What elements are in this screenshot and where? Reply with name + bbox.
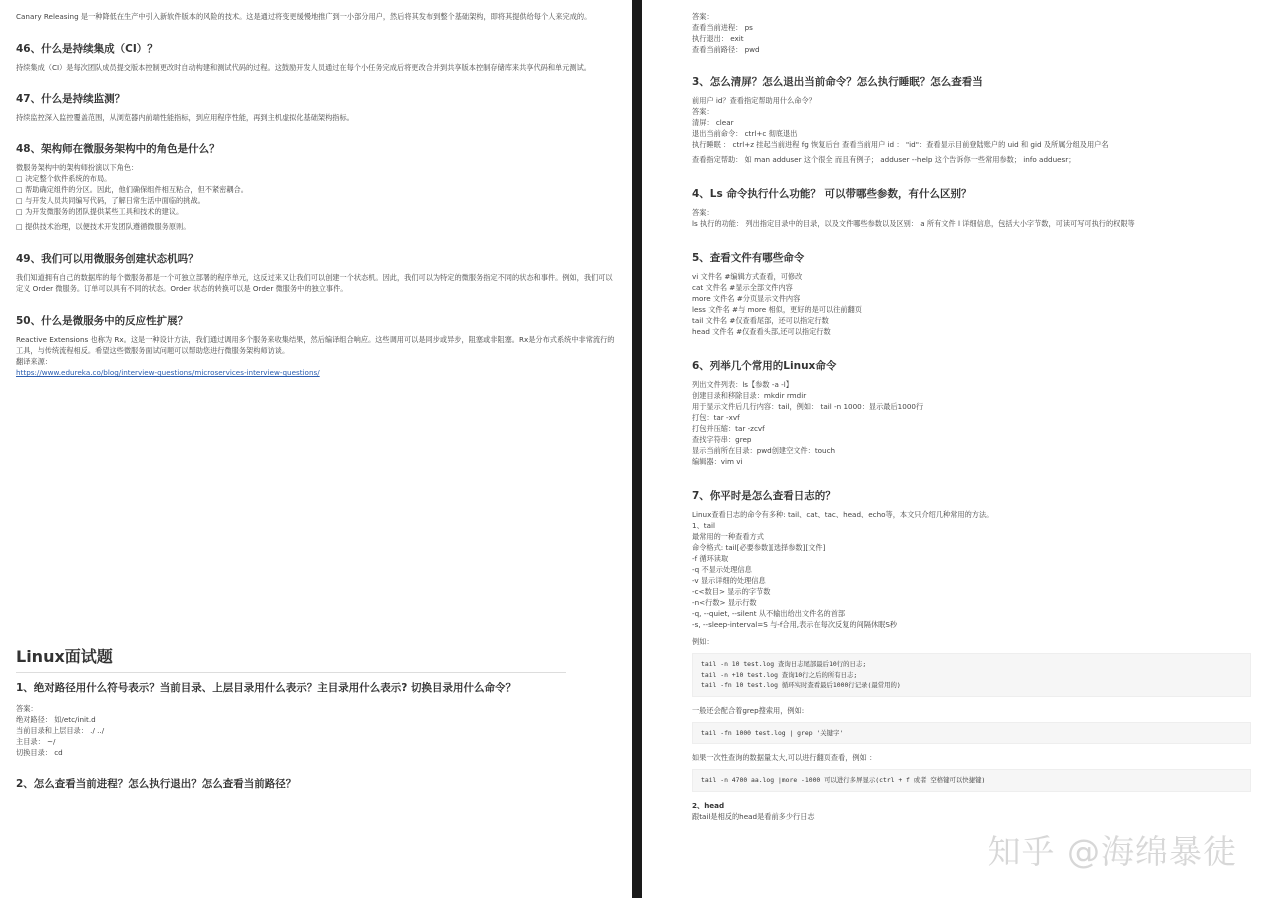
r7-heading: 7、你平时是怎么查看日志的？ <box>692 490 836 502</box>
q49-answer: 我们知道拥有自己的数据库的每个微服务都是一个可独立部署的程序单元，这反过来又让我们可以创建一个状态机。因此，我们可以为特定的微服务指定不同的状态和事件。例如，我们可以定义 Order 微服务。订单可以具有不同的状态。Order 状态的转换可以是 Order 微服务中的独立事件。 <box>16 273 613 293</box>
r5-line: less 文件名 #与 more 相似，更好的是可以往前翻页 <box>692 305 862 314</box>
r6-line: 创建目录和移除目录：mkdir rmdir <box>692 391 807 400</box>
l1-heading: 1、绝对路径用什么符号表示？当前目录、上层目录用什么表示？主目录用什么表示? 切换目录用什么命令？ <box>16 682 517 694</box>
r6-line: 打包：tar -xvf <box>692 413 740 422</box>
r2-line: 查看当前进程： ps <box>692 23 753 32</box>
l1-line: 主目录： ~/ <box>16 737 56 746</box>
q48-item: □ 帮助确定组件的分区。因此，他们确保组件相互粘合，但不紧密耦合。 <box>16 185 248 194</box>
r7-line: -n<行数> 显示行数 <box>692 598 757 607</box>
head-description: 跟tail是相反的head是看前多少行日志 <box>692 811 815 821</box>
r3-line: 执行睡眠 ： ctrl+z 挂起当前进程 fg 恢复后台 查看当前用户 id ： "id"：查看显示目前登陆账户的 uid 和 gid 及所属分组及用户名 <box>692 140 1109 149</box>
q50-answer: Reactive Extensions 也称为 Rx。这是一种设计方法，我们通过调用多个服务来收集结果，然后编译组合响应。这些调用可以是同步或异步，阻塞或非阻塞。Rx是分布式系统中非常流行的工具，与传统流程相反。希望这些微服务面试问题可以帮助您进行微服务架构师访谈。 <box>16 335 615 355</box>
r4-heading: 4、Ls 命令执行什么功能？ 可以带哪些参数，有什么区别？ <box>692 188 972 200</box>
r7-line: -q, --quiet, --silent 从不输出给出文件名的首部 <box>692 609 846 618</box>
r5-line: cat 文件名 #显示全部文件内容 <box>692 283 793 292</box>
r3-line: 前用户 id？查看指定帮助用什么命令？ <box>692 96 816 105</box>
left-page <box>0 0 632 898</box>
r5-line: more 文件名 #分页显示文件内容 <box>692 294 801 303</box>
r7-line: 命令格式: tail[必要参数][选择参数][文件] <box>692 543 826 552</box>
code-block-more <box>692 769 1251 792</box>
r6-line: 打包并压缩：tar -zcvf <box>692 424 765 433</box>
q50-heading: 50、什么是微服务中的反应性扩展？ <box>16 315 189 327</box>
r6-line: 查找字符串：grep <box>692 435 752 444</box>
l1-line: 答案： <box>16 704 38 713</box>
zhihu-watermark: 知乎 @海绵暴徒 <box>987 832 1237 871</box>
source-link[interactable]: https://www.edureka.co/blog/interview-questions/microservices-interview-questions/ <box>16 368 320 377</box>
r2-line: 查看当前路径： pwd <box>692 45 760 54</box>
q48-item: □ 为开发微服务的团队提供某些工具和技术的建议。 <box>16 207 184 216</box>
q47-heading: 47、什么是持续监测？ <box>16 93 126 105</box>
code-line: tail -fn 1000 test.log | grep '关键字' <box>701 728 844 737</box>
r7-line: -s, --sleep-interval=S 与-f合用,表示在每次反复的间隔休眠S秒 <box>692 620 898 629</box>
q48-item: □ 决定整个软件系统的布局。 <box>16 174 112 183</box>
r5-heading: 5、查看文件有哪些命令 <box>692 252 805 264</box>
title-divider <box>16 672 566 673</box>
r6-line: 列出文件列表：ls【参数 -a -l】 <box>692 380 793 389</box>
r3-line: 清屏： clear <box>692 118 734 127</box>
r2-line: 答案： <box>692 12 714 21</box>
page-divider <box>632 0 642 898</box>
r4-line: ls 执行的功能： 列出指定目录中的目录，以及文件哪些参数以及区别： a 所有文件 l 详细信息，包括大小字节数，可读可写可执行的权限等 <box>692 219 1135 228</box>
r7-line: -q 不显示处理信息 <box>692 565 752 574</box>
example-label: 例如： <box>692 637 714 646</box>
r5-line: vi 文件名 #编辑方式查看，可修改 <box>692 272 803 281</box>
r6-heading: 6、列举几个常用的Linux命令 <box>692 360 837 372</box>
code-block-grep <box>692 722 1251 745</box>
code-line: tail -n 4700 aa.log |more -1000 可以进行多屏显示(ctrl + f 或者 空格键可以快捷键) <box>701 776 986 784</box>
q49-heading: 49、我们可以用微服务创建状态机吗？ <box>16 253 199 265</box>
code-line: tail -n +10 test.log 查询10行之后的所有日志; <box>701 670 858 679</box>
q48-item: □ 与开发人员共同编写代码，了解日常生活中面临的挑战。 <box>16 196 205 205</box>
paging-label: 如果一次性查询的数据量太大,可以进行翻页查看，例如 ： <box>692 753 877 762</box>
q48-intro: 微服务架构中的架构师扮演以下角色： <box>16 163 139 172</box>
r7-line: -f 循环读取 <box>692 554 729 563</box>
l1-line: 当前目录和上层目录： ./ ../ <box>16 726 105 735</box>
r5-line: head 文件名 #仅查看头部,还可以指定行数 <box>692 327 831 336</box>
q48-item: □ 提供技术治理，以便技术开发团队遵循微服务原则。 <box>16 222 191 231</box>
code-block-tail <box>692 653 1251 697</box>
r6-line: 编辑器：vim vi <box>692 457 743 466</box>
q47-answer: 持续监控深入监控覆盖范围，从浏览器内前端性能指标，到应用程序性能，再到主机虚拟化基础架构指标。 <box>16 113 354 122</box>
r3-line: 答案： <box>692 107 714 116</box>
grep-label: 一般还会配合着grep搜索用，例如: <box>692 705 805 715</box>
code-line: tail -n 10 test.log 查询日志尾部最后10行的日志; <box>701 660 867 668</box>
q48-heading: 48、架构师在微服务架构中的角色是什么？ <box>16 143 220 155</box>
r7-line: Linux查看日志的命令有多种: tail、cat、tac、head、echo等，本文只介绍几种常用的方法。 <box>692 510 994 519</box>
q46-heading: 46、什么是持续集成（CI）？ <box>16 43 158 55</box>
r3-line: 退出当前命令： ctrl+c 彻底退出 <box>692 129 798 138</box>
head-subheading: 2、head <box>692 800 725 810</box>
r5-line: tail 文件名 #仅查看尾部，还可以指定行数 <box>692 316 829 325</box>
r7-line: 1、tail <box>692 521 715 530</box>
r3-help: 查看指定帮助： 如 man adduser 这个很全 而且有例子； adduser --help 这个告诉你一些常用参数； info adduesr； <box>692 155 1076 164</box>
source-label: 翻译来源： <box>16 357 52 366</box>
code-line: tail -fn 10 test.log 循环实时查看最后1000行记录(最常用的) <box>701 681 901 689</box>
r6-line: 显示当前所在目录：pwd创建空文件：touch <box>692 446 836 455</box>
r7-line: 最常用的一种查看方式 <box>692 532 764 541</box>
l1-line: 绝对路径： 如/etc/init.d <box>16 715 96 724</box>
right-page <box>642 0 1265 898</box>
r3-heading: 3、怎么清屏？怎么退出当前命令？怎么执行睡眠？怎么查看当 <box>692 76 983 88</box>
r6-line: 用于显示文件后几行内容：tail，例如： tail -n 1000：显示最后1000行 <box>692 402 924 411</box>
l1-line: 切换目录： cd <box>16 748 63 757</box>
r2-line: 执行退出： exit <box>692 34 744 43</box>
r4-line: 答案： <box>692 208 714 217</box>
linux-section-title: Linux面试题 <box>16 647 113 666</box>
intro-paragraph: Canary Releasing 是一种降低在生产中引入新软件版本的风险的技术。这是通过将变更缓慢地推广到一小部分用户，然后将其发布到整个基础架构，即将其提供给每个人来完成的。 <box>16 12 592 21</box>
l2-heading: 2、怎么查看当前进程？怎么执行退出？怎么查看当前路径？ <box>16 778 297 790</box>
q46-answer: 持续集成（CI）是每次团队成员提交版本控制更改时自动构建和测试代码的过程。这鼓励开发人员通过在每个小任务完成后将更改合并到共享版本控制存储库来共享代码和单元测试。 <box>16 63 591 72</box>
r7-line: -c<数目> 显示的字节数 <box>692 587 771 596</box>
r7-line: -v 显示详细的处理信息 <box>692 576 766 585</box>
